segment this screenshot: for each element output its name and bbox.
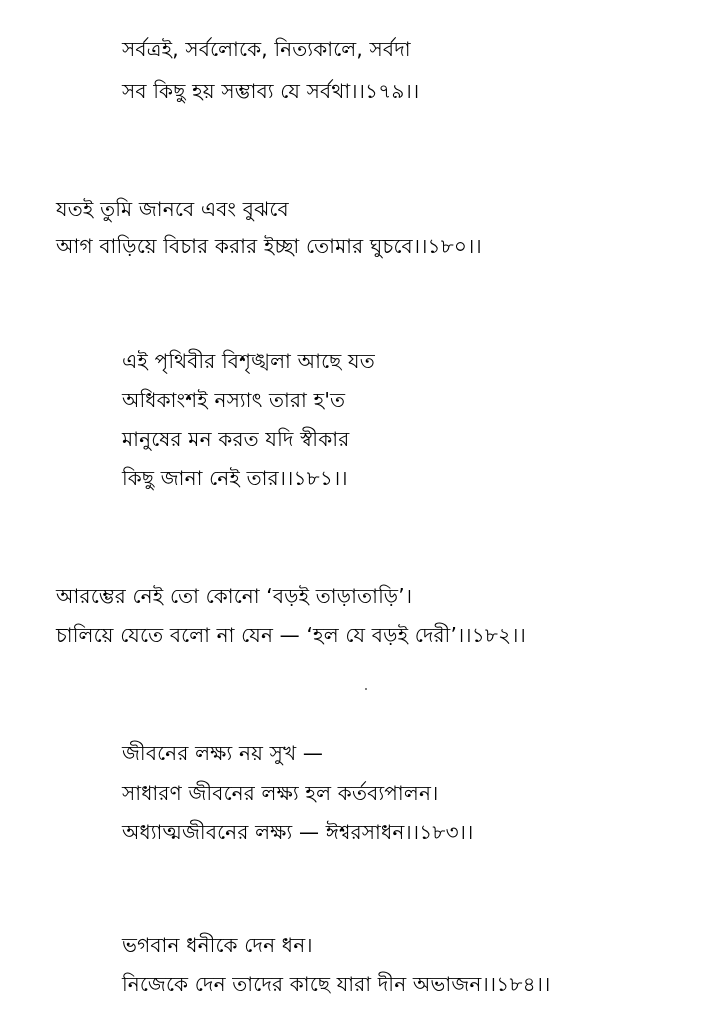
verse-line: সর্বত্রই, সর্বলোকে, নিত্যকালে, সর্বদা <box>122 37 411 61</box>
verse-line: নিজেকে দেন তাদের কাছে যারা দীন অভাজন।।১৮৪।। <box>122 972 551 996</box>
verse-line: যতই তুমি জানবে এবং বুঝবে <box>56 197 289 221</box>
verse-line: মানুষের মন করত যদি স্বীকার <box>122 427 350 451</box>
verse-line: জীবনের লক্ষ্য নয় সুখ — <box>122 741 324 765</box>
verse-line: সব কিছু হয় সম্ভাব্য যে সর্বথা।।১৭৯।। <box>122 79 420 103</box>
verse-line: অধ্যাত্মজীবনের লক্ষ্য — ঈশ্বরসাধন।।১৮৩।। <box>122 820 474 844</box>
stray-ink-dot <box>365 688 367 690</box>
verse-line: অধিকাংশই নস্যাৎ তারা হ'ত <box>122 388 346 412</box>
verse-line: কিছু জানা নেই তার।।১৮১।। <box>122 466 348 490</box>
verse-line: ভগবান ধনীকে দেন ধন। <box>122 933 313 957</box>
verse-line: আগ বাড়িয়ে বিচার করার ইচ্ছা তোমার ঘুচবে।।১৮০।। <box>56 234 482 258</box>
verse-line: এই পৃথিবীর বিশৃঙ্খলা আছে যত <box>122 349 375 373</box>
verse-line: সাধারণ জীবনের লক্ষ্য হল কর্তব্যপালন। <box>122 781 439 805</box>
verse-line: আরম্ভের নেই তো কোনো ‘বড়ই তাড়াতাড়ি’। <box>56 584 413 608</box>
verse-line: চালিয়ে যেতে বলো না যেন — ‘হল যে বড়ই দেরী’।।১৮২।। <box>56 623 526 647</box>
